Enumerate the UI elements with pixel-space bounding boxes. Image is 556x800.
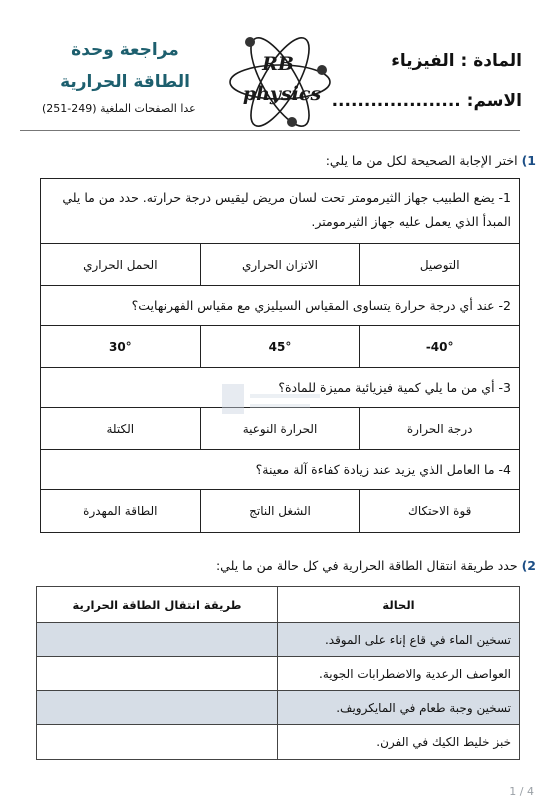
mc-option[interactable]: الطاقة المهدرة xyxy=(83,504,158,518)
mc-question-2: 2- عند أي درجة حرارة يتساوى المقياس السيليزي مع مقياس الفهرنهايت؟ xyxy=(41,286,519,326)
q1-instruction: اختر الإجابة الصحيحة لكل من ما يلي: xyxy=(325,153,518,168)
logo-text-physics: physics xyxy=(242,83,322,105)
mc-options-4 xyxy=(41,490,519,532)
unit-title: مراجعة وحدة xyxy=(71,40,179,60)
column-header-state: الحالة xyxy=(277,587,519,622)
answer-cell[interactable] xyxy=(37,725,277,759)
mc-options-1 xyxy=(41,244,519,286)
heat-transfer-table xyxy=(36,586,520,760)
q2-heading xyxy=(56,557,536,575)
rb-physics-logo xyxy=(226,30,334,128)
mc-option[interactable]: الشغل الناتج xyxy=(200,490,360,532)
logo-text-rb: RB xyxy=(262,53,294,75)
name-field[interactable]: الاسم: .................... xyxy=(331,91,522,111)
answer-cell[interactable] xyxy=(37,691,277,724)
topic-title: الطاقة الحرارية xyxy=(60,72,190,92)
mc-option[interactable]: الحرارة النوعية xyxy=(200,408,360,449)
page-indicator: 1 / 4 xyxy=(509,785,534,798)
unit-info xyxy=(20,38,230,116)
mc-option[interactable]: 45° xyxy=(200,326,360,367)
excluded-pages-note: عدا الصفحات الملغية (249-251) xyxy=(42,102,196,115)
table-row xyxy=(37,691,519,725)
mc-option[interactable]: درجة الحرارة xyxy=(359,408,519,449)
state-cell: تسخين الماء في قاع إناء على الموقد. xyxy=(277,623,519,656)
mc-question-1: 1- يضع الطبيب جهاز الثيرمومتر تحت لسان مريض ليقيس درجة حرارته. حدد من ما يلي المبدأ الذي يعمل عليه جهاز الثيرمومتر. xyxy=(41,179,519,244)
q1-number: 1) xyxy=(521,153,536,168)
subject-label: المادة : الفيزياء xyxy=(391,51,522,71)
state-cell: خبز خليط الكيك في الفرن. xyxy=(277,725,519,759)
header-divider xyxy=(20,130,520,131)
mc-option[interactable]: قوة الاحتكاك xyxy=(359,490,519,532)
table-row xyxy=(37,725,519,759)
column-header-method: طريقة انتقال الطاقة الحرارية xyxy=(72,597,242,612)
mc-question-4: 4- ما العامل الذي يزيد عند زيادة كفاءة آلة معينة؟ xyxy=(41,450,519,490)
state-cell: تسخين وجبة طعام في المايكرويف. xyxy=(277,691,519,724)
mc-option[interactable]: الحمل الحراري xyxy=(83,257,158,272)
q1-heading xyxy=(56,152,536,170)
mc-option[interactable]: 30° xyxy=(108,339,132,354)
multiple-choice-table xyxy=(40,178,520,533)
table-header-row xyxy=(37,587,519,623)
state-cell: العواصف الرعدية والاضطرابات الجوية. xyxy=(277,657,519,690)
watermark-icon xyxy=(218,380,328,420)
answer-cell[interactable] xyxy=(37,623,277,656)
q2-instruction: حدد طريقة انتقال الطاقة الحرارية في كل حالة من ما يلي: xyxy=(215,558,518,573)
student-info xyxy=(331,50,522,112)
mc-option[interactable]: الكتلة xyxy=(106,421,135,436)
mc-options-2 xyxy=(41,326,519,368)
answer-cell[interactable] xyxy=(37,657,277,690)
table-row xyxy=(37,657,519,691)
mc-option[interactable]: التوصيل xyxy=(359,244,519,285)
mc-option[interactable]: -40° xyxy=(359,326,519,367)
table-row xyxy=(37,623,519,657)
mc-question-3: 3- أي من ما يلي كمية فيزيائية مميزة للمادة؟ xyxy=(41,368,519,408)
q2-number: 2) xyxy=(521,558,536,573)
mc-option[interactable]: الاتزان الحراري xyxy=(200,244,360,285)
